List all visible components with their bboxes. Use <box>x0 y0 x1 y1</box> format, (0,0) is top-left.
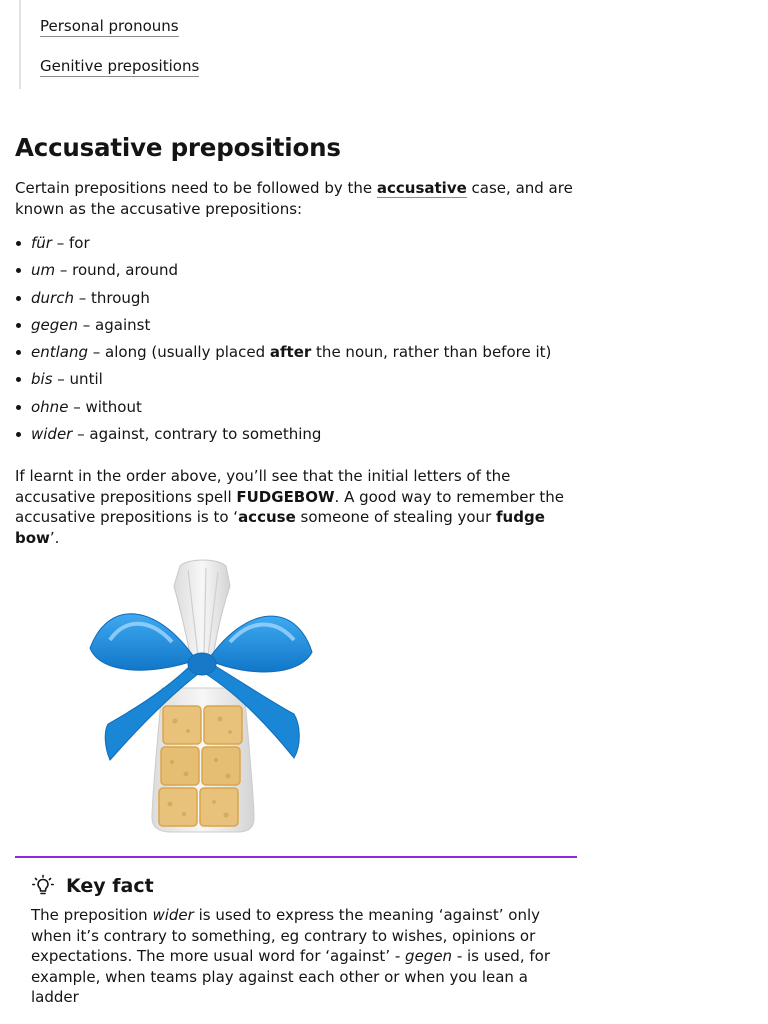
mnemonic-text: If learnt in the order above, you’ll see that the initial letters of the accusative prepositions spell <box>15 467 511 506</box>
mnemonic-paragraph <box>15 466 575 548</box>
toc-link-personal-pronouns[interactable]: Personal pronouns <box>40 17 179 35</box>
mnemonic-text: . A good way to remember the accusative prepositions is to ‘ <box>15 487 565 526</box>
key-fact-word-gegen: gegen <box>405 947 453 965</box>
toc-link-genitive-prepositions[interactable]: Genitive prepositions <box>40 57 200 75</box>
mnemonic-text: ’. <box>49 528 60 547</box>
contents-list <box>19 0 581 89</box>
preposition-word: wider <box>31 425 73 444</box>
key-fact-title: Key fact <box>66 875 154 897</box>
preposition-word: ohne <box>31 397 69 416</box>
list-item <box>15 288 551 315</box>
intro-paragraph <box>15 178 575 219</box>
intro-text-after: case, and are known as the accusative prepositions: <box>15 179 573 218</box>
key-fact-text <box>31 905 561 1008</box>
preposition-word: bis <box>31 370 53 389</box>
fudge-bow-illustration <box>80 556 320 836</box>
preposition-word: entlang <box>31 343 89 362</box>
accusative-link[interactable]: accusative <box>376 179 467 197</box>
intro-text-before: Certain prepositions need to be followed by the <box>15 179 377 197</box>
list-item <box>15 397 551 424</box>
mnemonic-acronym: FUDGEBOW <box>236 487 335 506</box>
list-item <box>15 369 551 396</box>
preposition-word: gegen <box>31 315 79 334</box>
preposition-meaning: – along (usually placed <box>88 343 270 362</box>
list-item <box>15 424 551 451</box>
preposition-meaning: – without <box>68 397 142 416</box>
preposition-meaning-rest: the noun, rather than before it) <box>311 343 552 362</box>
mnemonic-text: someone of stealing your <box>295 508 497 526</box>
preposition-list <box>15 233 551 451</box>
emphasis-after: after <box>269 343 312 362</box>
preposition-meaning: – through <box>73 288 150 307</box>
list-item <box>15 315 551 342</box>
preposition-meaning: – against, contrary to something <box>72 425 322 444</box>
section-title: Accusative prepositions <box>15 133 341 162</box>
preposition-meaning: – round, around <box>55 261 178 280</box>
mnemonic-emphasis-accuse: accuse <box>238 508 296 526</box>
preposition-meaning: – until <box>52 370 103 389</box>
preposition-word: durch <box>31 288 74 307</box>
list-item <box>15 342 551 369</box>
mnemonic-emphasis-fudge-bow: fudge bow <box>15 508 545 547</box>
key-fact-segment: is used to express the meaning ‘against’ only when it’s contrary to something, eg contrary to wishes, opinions or expectations. The more usual word for ‘against’ - <box>31 906 541 965</box>
list-item <box>15 260 551 287</box>
list-item <box>15 233 551 260</box>
key-fact-divider <box>15 856 577 858</box>
key-fact-word-wider: wider <box>152 906 194 924</box>
preposition-word: für <box>31 234 52 252</box>
preposition-word: um <box>31 261 56 280</box>
key-fact-segment: - is used, for example, when teams play against each other or when you lean a ladder <box>31 947 550 1006</box>
preposition-meaning: – against <box>78 315 151 334</box>
preposition-meaning: – for <box>51 234 90 252</box>
key-fact-segment: The preposition <box>31 906 153 924</box>
lightbulb-icon <box>31 874 55 898</box>
